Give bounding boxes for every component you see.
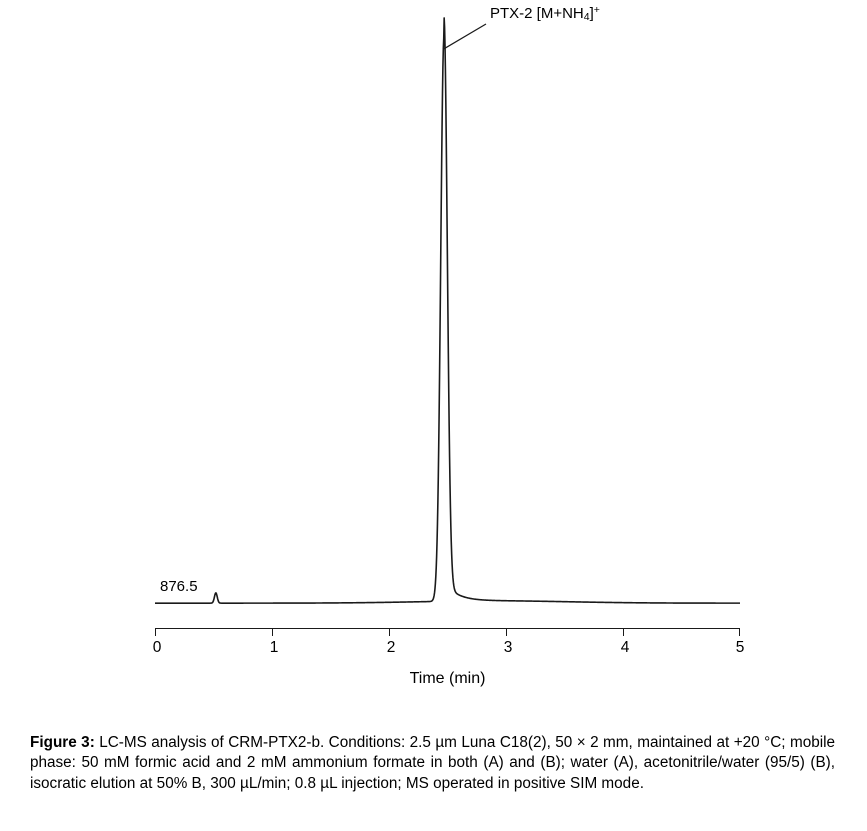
peak-annotation-superscript: + bbox=[593, 4, 600, 16]
chromatogram-trace bbox=[155, 18, 740, 603]
axis-tick bbox=[389, 629, 390, 636]
axis-tick bbox=[506, 629, 507, 636]
peak-annotation-bracket: ] bbox=[589, 5, 594, 22]
axis-tick-label: 4 bbox=[620, 639, 630, 656]
axis-tick-label: 5 bbox=[735, 639, 745, 656]
axis-tick bbox=[623, 629, 624, 636]
x-axis-label: Time (min) bbox=[409, 670, 486, 687]
figure-caption-text: LC-MS analysis of CRM-PTX2-b. Conditions: 2.5 µm Luna C18(2), 50 × 2 mm, maintained at +20 °C; mobile phase: 50 mM formic acid and 2 mM ammonium formate in both (A) and (B); water (A), acetonitrile/water (95/5) (B), isocratic elution at 50% B, 300 µL/min; 0.8 µL injection; MS operated in positive SIM mode. bbox=[30, 734, 836, 792]
axis-tick-label: 2 bbox=[386, 639, 396, 656]
annotation-leader-line bbox=[444, 24, 486, 49]
peak-annotation-subscript: 4 bbox=[583, 11, 590, 23]
figure-caption bbox=[30, 733, 835, 794]
axis-tick-label: 1 bbox=[269, 639, 279, 656]
axis-tick bbox=[739, 629, 740, 636]
axis-tick bbox=[155, 629, 156, 636]
axis-tick bbox=[272, 629, 273, 636]
peak-annotation-text: PTX-2 [M+NH bbox=[490, 5, 584, 22]
trace-svg bbox=[155, 10, 740, 610]
axis-tick-label: 0 bbox=[152, 639, 162, 656]
figure-label: Figure 3: bbox=[30, 734, 95, 751]
axis-tick-label: 3 bbox=[503, 639, 513, 656]
plot-area bbox=[155, 10, 740, 610]
x-axis bbox=[152, 628, 745, 656]
mass-trace-label: 876.5 bbox=[160, 578, 198, 595]
